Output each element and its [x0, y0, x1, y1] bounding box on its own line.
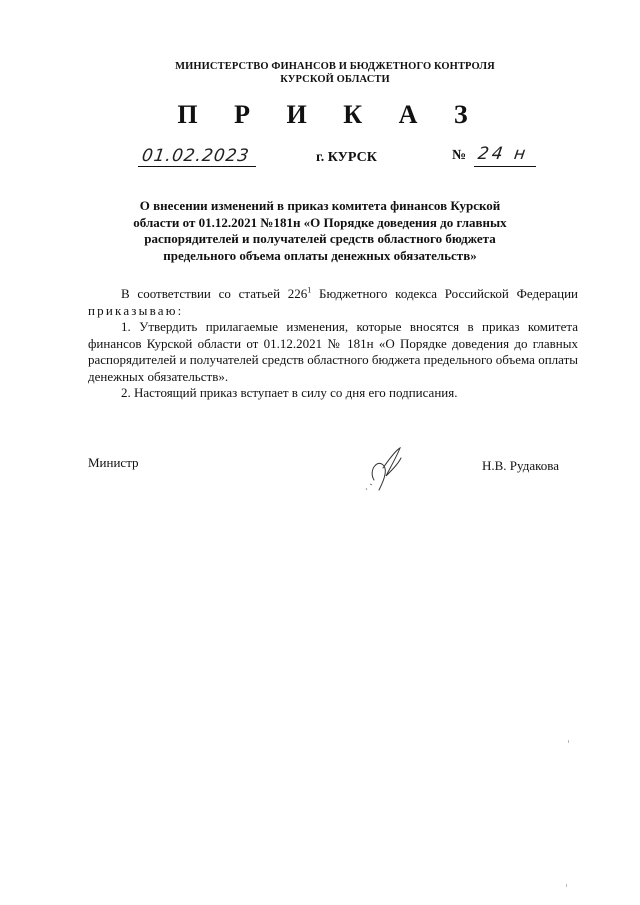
signer-name: Н.В. Рудакова [482, 458, 559, 473]
signer-title: Министр [88, 455, 139, 470]
intro-order-word: приказываю: [88, 302, 184, 318]
date-underline [138, 166, 256, 167]
order-body [88, 286, 578, 402]
ministry-line-2: КУРСКОЙ ОБЛАСТИ [280, 74, 390, 85]
document-type-title: П Р И К А З [177, 100, 483, 129]
order-subject [120, 198, 520, 264]
city-label: г. КУРСК [316, 150, 377, 165]
subject-line-4: предельного объема оплаты денежных обязательств» [163, 247, 477, 263]
intro-paragraph [88, 286, 578, 319]
article-superscript: 1 [307, 285, 312, 295]
handwritten-signature-icon [352, 444, 414, 496]
item-1-paragraph: 1. Утвердить прилагаемые изменения, которые вносятся в приказ комитета финансов Курской области от 01.12.2021 № 181н «О Порядке доведения до главных распорядителей и получателей средств областного бюджета предельного объема оплаты денежных обязательств». [88, 319, 578, 384]
order-number: 24 н [476, 144, 530, 164]
number-sign: № [452, 148, 467, 163]
intro-text-1: В соответствии со статьей 226 [121, 286, 308, 301]
subject-line-3: распорядителей и получателей средств областного бюджета [144, 231, 496, 246]
ministry-header [0, 60, 640, 86]
intro-text-2: Бюджетного кодекса Российской Федерации [311, 286, 578, 301]
subject-line-1: О внесении изменений в приказ комитета финансов Курской [139, 198, 501, 213]
subject-line-2: области от 01.12.2021 №181н «О Порядке доведения до главных [133, 214, 507, 230]
order-date: 01.02.2023 [140, 146, 251, 166]
scan-speck [568, 740, 569, 743]
number-underline [474, 166, 536, 167]
item-2-paragraph: 2. Настоящий приказ вступает в силу со дня его подписания. [121, 385, 458, 400]
scan-speck [566, 884, 567, 887]
ministry-line-1: МИНИСТЕРСТВО ФИНАНСОВ И БЮДЖЕТНОГО КОНТРОЛЯ [175, 61, 495, 72]
